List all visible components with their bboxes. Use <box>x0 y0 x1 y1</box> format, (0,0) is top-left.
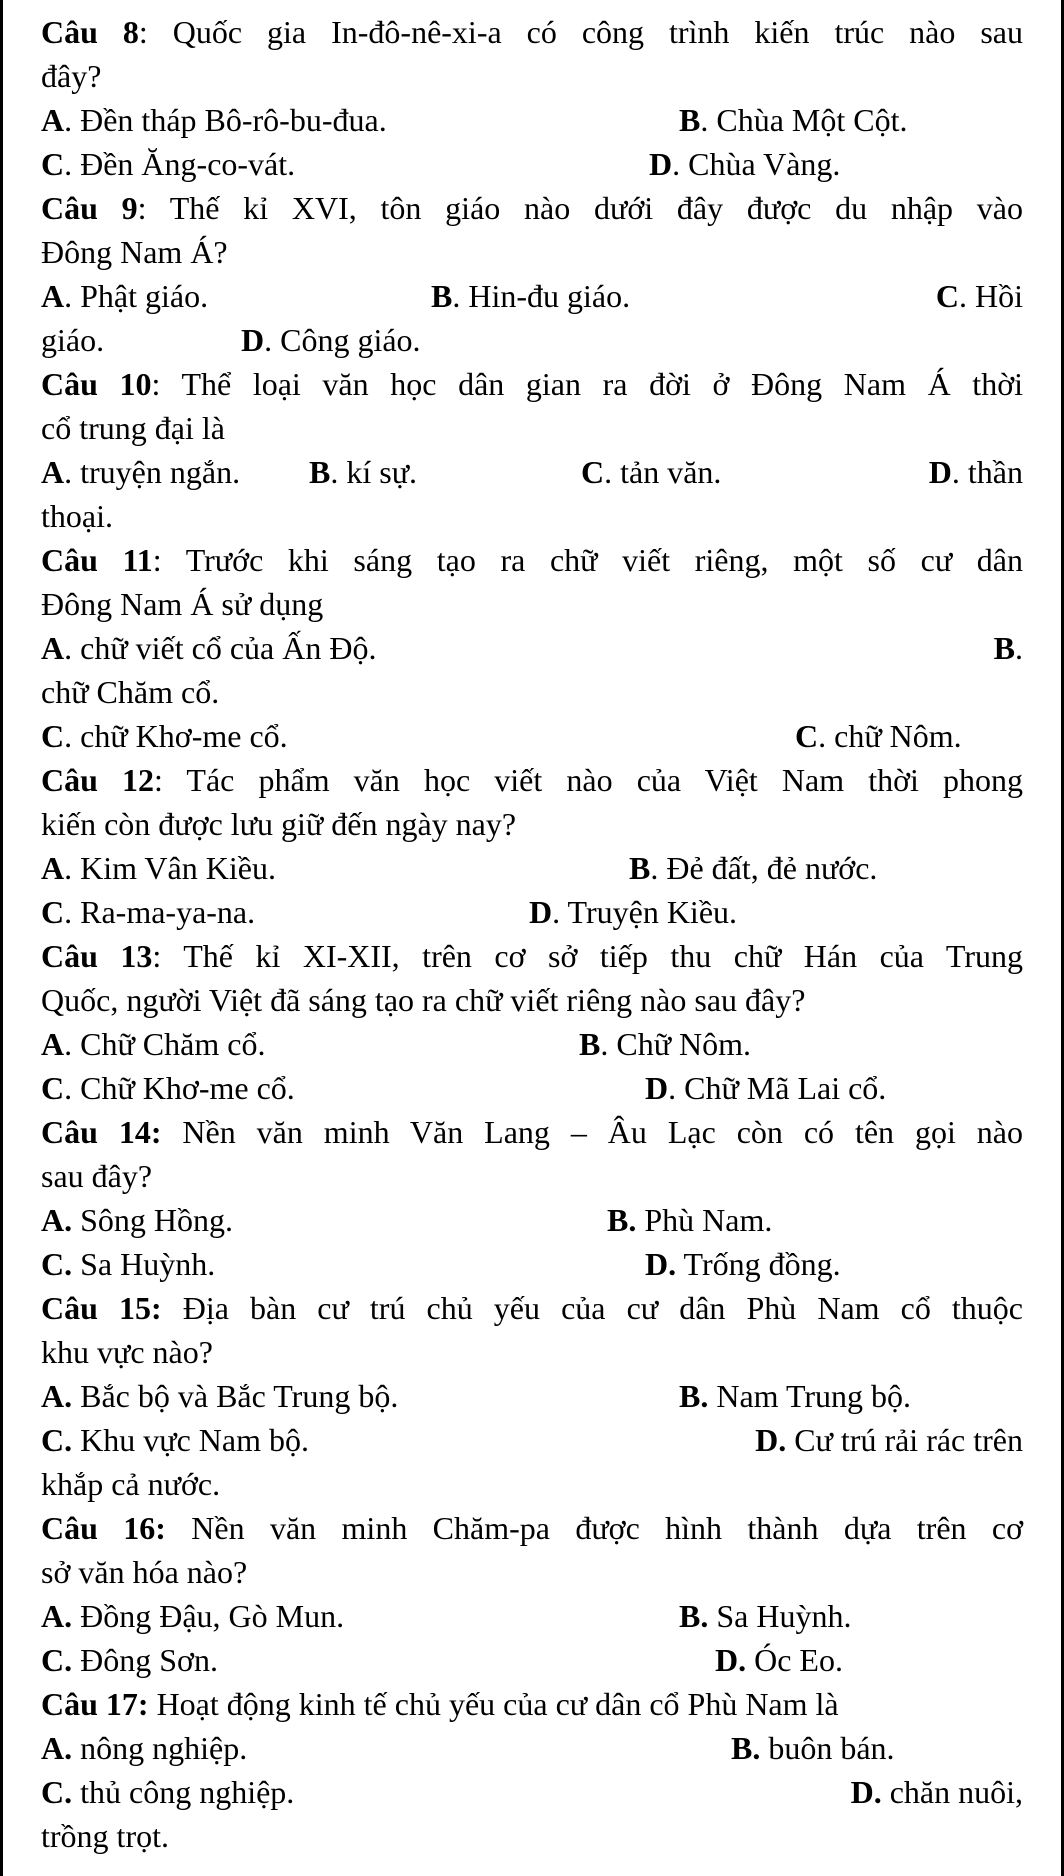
question-17-options-row-1 <box>41 1726 1023 1770</box>
question-15-label: Câu 15: <box>41 1290 162 1326</box>
question-8-options-row-1 <box>41 98 1023 142</box>
question-13-option-a: A. Chữ Chăm cổ. <box>41 1026 266 1062</box>
question-10-option-c: C. tản văn. <box>581 454 722 490</box>
question-14-stem: Câu 14: Nền văn minh Văn Lang – Âu Lạc còn có tên gọi nào <box>41 1114 1024 1150</box>
question-13-stem-cont: Quốc, người Việt đã sáng tạo ra chữ viết riêng nào sau đây? <box>41 982 806 1018</box>
question-17-option-b: B. buôn bán. <box>731 1730 895 1766</box>
question-13-options-row-1 <box>41 1022 1023 1066</box>
question-10-stem: Câu 10: Thể loại văn học dân gian ra đời ở Đông Nam Á thời <box>41 366 1024 402</box>
question-12-options-row-2 <box>41 890 1023 934</box>
question-9-options-row-1 <box>41 274 1023 318</box>
question-13-options-row-2 <box>41 1066 1023 1110</box>
question-10-stem-cont: cổ trung đại là <box>41 410 225 446</box>
question-12-option-a: A. Kim Vân Kiều. <box>41 850 276 886</box>
question-16-option-a: A. Đồng Đậu, Gò Mun. <box>41 1598 345 1634</box>
question-11-option-c-2: C. chữ Nôm. <box>795 718 962 754</box>
question-15-option-b: B. Nam Trung bộ. <box>679 1378 912 1414</box>
question-13-option-c: C. Chữ Khơ-me cổ. <box>41 1070 295 1106</box>
question-14-option-d: D. Trống đồng. <box>645 1246 841 1282</box>
question-8-option-c: C. Đền Ăng-co-vát. <box>41 146 296 182</box>
question-11-option-b: B. <box>993 630 1023 666</box>
question-15-option-d-cont: khắp cả nước. <box>41 1466 221 1502</box>
question-13-option-d: D. Chữ Mã Lai cổ. <box>645 1070 887 1106</box>
question-11-option-b-cont: chữ Chăm cổ. <box>41 674 220 710</box>
question-15-options-row-1 <box>41 1374 1023 1418</box>
question-14-option-a: A. Sông Hồng. <box>41 1202 234 1238</box>
question-12-option-c: C. Ra-ma-ya-na. <box>41 894 256 930</box>
question-11-options-row-1 <box>41 626 1023 670</box>
question-9-option-b: B. Hin-đu giáo. <box>431 278 631 314</box>
question-9-option-c-cont: giáo. <box>41 322 105 358</box>
question-8-stem: Câu 8: Quốc gia In-đô-nê-xi-a có công trình kiến trúc nào sau <box>41 14 1024 50</box>
question-10-option-b: B. kí sự. <box>309 454 418 490</box>
question-10-option-a: A. truyện ngắn. <box>41 454 241 490</box>
question-10-options-row-2 <box>41 494 1023 538</box>
question-11-stem-cont: Đông Nam Á sử dụng <box>41 586 324 622</box>
question-9-options-row-2 <box>41 318 1023 362</box>
question-8-options-row-2 <box>41 142 1023 186</box>
question-14-options-row-1 <box>41 1198 1023 1242</box>
question-13-stem: Câu 13: Thế kỉ XI-XII, trên cơ sở tiếp thu chữ Hán của Trung <box>41 938 1024 974</box>
question-15-options-row-2 <box>41 1418 1023 1462</box>
question-16-stem: Câu 16: Nền văn minh Chăm-pa được hình thành dựa trên cơ <box>41 1510 1024 1546</box>
question-17-option-d: D. chăn nuôi, <box>850 1774 1023 1810</box>
question-12-stem: Câu 12: Tác phẩm văn học viết nào của Việt Nam thời phong <box>41 762 1024 798</box>
question-12-label: Câu 12 <box>41 762 155 798</box>
question-10-option-d-cont: thoại. <box>41 498 113 534</box>
question-17-label: Câu 17: <box>41 1686 149 1722</box>
question-11-stem: Câu 11: Trước khi sáng tạo ra chữ viết riêng, một số cư dân <box>41 542 1024 578</box>
question-17-option-a: A. nông nghiệp. <box>41 1730 248 1766</box>
question-16-option-c: C. Đông Sơn. <box>41 1642 218 1678</box>
question-15-option-c: C. Khu vực Nam bộ. <box>41 1422 309 1458</box>
question-9-option-d: D. Công giáo. <box>241 322 421 358</box>
question-10-label: Câu 10 <box>41 366 152 402</box>
question-8-option-b: B. Chùa Một Cột. <box>679 102 908 138</box>
question-9-stem: Câu 9: Thế kỉ XVI, tôn giáo nào dưới đây được du nhập vào <box>41 190 1024 226</box>
question-16-option-b: B. Sa Huỳnh. <box>679 1598 852 1634</box>
question-16-label: Câu 16: <box>41 1510 166 1546</box>
question-17-options-row-3 <box>41 1814 1023 1858</box>
question-15-stem-cont: khu vực nào? <box>41 1334 213 1370</box>
question-10-options-row-1 <box>41 450 1023 494</box>
question-14-option-c: C. Sa Huỳnh. <box>41 1246 216 1282</box>
question-16-option-d: D. Óc Eo. <box>715 1642 843 1678</box>
question-12-options-row-1 <box>41 846 1023 890</box>
question-15-stem: Câu 15: Địa bàn cư trú chủ yếu của cư dân Phù Nam cổ thuộc <box>41 1290 1024 1326</box>
question-13-label: Câu 13 <box>41 938 153 974</box>
question-17-options-row-2 <box>41 1770 1023 1814</box>
question-8-option-d: D. Chùa Vàng. <box>649 146 841 182</box>
question-15-options-row-3 <box>41 1462 1023 1506</box>
question-16-options-row-2 <box>41 1638 1023 1682</box>
question-14-stem-cont: sau đây? <box>41 1158 153 1194</box>
question-17-stem: Câu 17: Hoạt động kinh tế chủ yếu của cư dân cổ Phù Nam là <box>41 1686 839 1722</box>
question-10-option-d: D. thần <box>928 454 1023 490</box>
question-17-option-d-cont: trồng trọt. <box>41 1818 169 1854</box>
question-11-option-a: A. chữ viết cổ của Ấn Độ. <box>41 630 377 666</box>
question-12-option-b: B. Đẻ đất, đẻ nước. <box>629 850 878 886</box>
question-17-option-c: C. thủ công nghiệp. <box>41 1774 295 1810</box>
question-11-options-row-3 <box>41 714 1023 758</box>
question-15-option-a: A. Bắc bộ và Bắc Trung bộ. <box>41 1378 399 1414</box>
question-16-options-row-1 <box>41 1594 1023 1638</box>
question-11-option-c: C. chữ Khơ-me cổ. <box>41 718 288 754</box>
question-14-label: Câu 14: <box>41 1114 162 1150</box>
question-9-stem-cont: Đông Nam Á? <box>41 234 228 270</box>
question-8-stem-cont: đây? <box>41 58 102 94</box>
question-11-options-row-2 <box>41 670 1023 714</box>
question-11-label: Câu 11 <box>41 542 153 578</box>
question-9-option-a: A. Phật giáo. <box>41 278 209 314</box>
question-16-stem-cont: sở văn hóa nào? <box>41 1554 248 1590</box>
question-9-label: Câu 9 <box>41 190 138 226</box>
question-8-option-a: A. Đền tháp Bô-rô-bu-đua. <box>41 102 387 138</box>
question-15-option-d: D. Cư trú rải rác trên <box>755 1422 1023 1458</box>
question-14-options-row-2 <box>41 1242 1023 1286</box>
question-12-stem-cont: kiến còn được lưu giữ đến ngày nay? <box>41 806 517 842</box>
question-13-option-b: B. Chữ Nôm. <box>579 1026 752 1062</box>
question-12-option-d: D. Truyện Kiều. <box>529 894 738 930</box>
question-14-option-b: B. Phù Nam. <box>607 1202 773 1238</box>
question-8-label: Câu 8 <box>41 14 139 50</box>
question-9-option-c: C. Hồi <box>935 278 1023 314</box>
